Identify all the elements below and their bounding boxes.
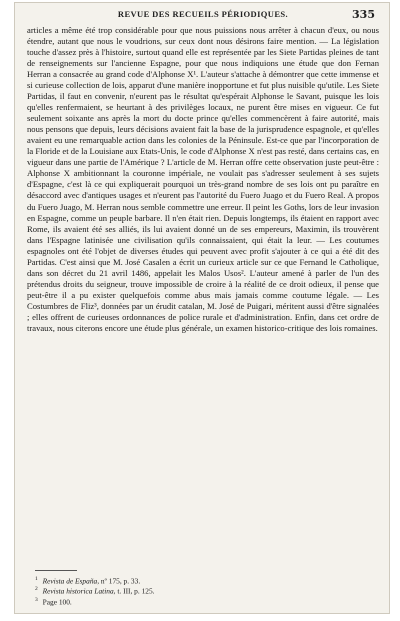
body-paragraph: articles a même été trop considérable pour que nous puissions nous arrêter à chacun d'eux, ou nous étendre, autant que nous le voudrions, sur ceux dont nous désirons faire mention. — La législation touche d'assez près à l'histoire, surtout quand elle est représentée par les Siete Partidas pleines de tant de renseignements sur l'ancienne Espagne, pour que nous indiquions une étude que don Fernan Herran a consacrée au grand code d'Alphonse X¹. L'auteur s'attache à démontrer que cette immense et si curieuse collection de lois, apparut d'une manière inopportune et fut plus nuisible qu'utile. Les Siete Partidas, il faut en convenir, n'eurent pas le résultat qu'espérait Alphonse le Savant, puisque les lois qu'elles renfermaient, se heurtant à des privilèges locaux, ne purent être mises en vigueur. Ce fut seulement soixante ans après la mort du docte prince qu'elles commencèrent à faire autorité, mais nous pensons que depuis, leurs décisions avaient fait la base de la jurisprudence espagnole, et qu'elles avaient eu une remarquable action dans les colonies de la Péninsule. Est-ce que par l'incorporation de la Floride et de la Louisiane aux Etats-Unis, le code d'Alphonse X n'est pas resté, dans certains cas, en vigueur dans une partie de l'Amérique ? L'article de M. Herran offre cette observation juste peut-être : Alphonse X ambitionnant la couronne impériale, ne voulait pas s'adresser seulement à ses sujets d'Espagne, c'est là ce qui expliquerait pourquoi un très-grand nombre de ses lois ont pu paraître en désaccord avec d'antiques usages et n'eurent pas l'autorité du Fuero Juago et du Fuero Real. A propos du Fuero Juago, M. Herran nous semble commettre une erreur. Il peint les Goths, lors de leur invasion en Espagne, comme un peuple barbare. Il n'en était rien. Depuis longtemps, ils étaient en rapport avec Rome, ils avaient été ses alliés, ils lui avaient donné un de ses empereurs, Maximin, ils trouvèrent dans l'Espagne latinisée une civilisation qu'ils connaissaient, qui était la leur. — Les coutumes espagnoles ont été l'objet de diverses études qui peuvent avec profit s'ajouter à ce qui a été dit des Partidas. C'est ainsi que M. José Casalen a écrit un curieux article sur ce que Fernand le Catholique, dans son décret du 21 avril 1486, appelait les Malos Usos². L'auteur amené à parler de l'un des prétendus droits du seigneur, trouve impossible de croire à la réalité de ce droit odieux, il pense que peut-être il a pu exister quelquefois comme abus mais jamais comme coutume légale. — Les Costumbres de Fliz³, données par un érudit catalan, M. José de Puigari, méritent aussi d'être signalées ; elles offrent de curieuses ordonnances de police rurale et d'administration. Enfin, dans cet ordre de travaux, nous citerons encore une étude plus générale, un examen historico-critique des lois romaines.	[27, 25, 379, 333]
footnote-3	[35, 596, 365, 606]
footnote-detail: nº 175, p. 33.	[100, 576, 141, 586]
footnote-marker: 1	[35, 576, 38, 582]
page-number: 335	[352, 8, 375, 21]
footnote-source: Revista de España,	[42, 576, 100, 586]
footnote-source: Revista historica Latina,	[42, 586, 116, 596]
footnote-detail: t. III, p. 125.	[117, 586, 155, 596]
footnote-detail: Page 100.	[42, 597, 72, 607]
footnote-marker: 3	[35, 596, 38, 603]
footnote-2	[35, 585, 365, 595]
footnote-1	[35, 575, 365, 585]
footnotes	[35, 575, 365, 606]
footnote-rule	[35, 570, 77, 571]
footnote-marker: 2	[35, 586, 38, 593]
page-header	[31, 9, 375, 21]
running-title: REVUE DES RECUEILS PÉRIODIQUES.	[117, 9, 289, 19]
book-page	[14, 2, 390, 614]
